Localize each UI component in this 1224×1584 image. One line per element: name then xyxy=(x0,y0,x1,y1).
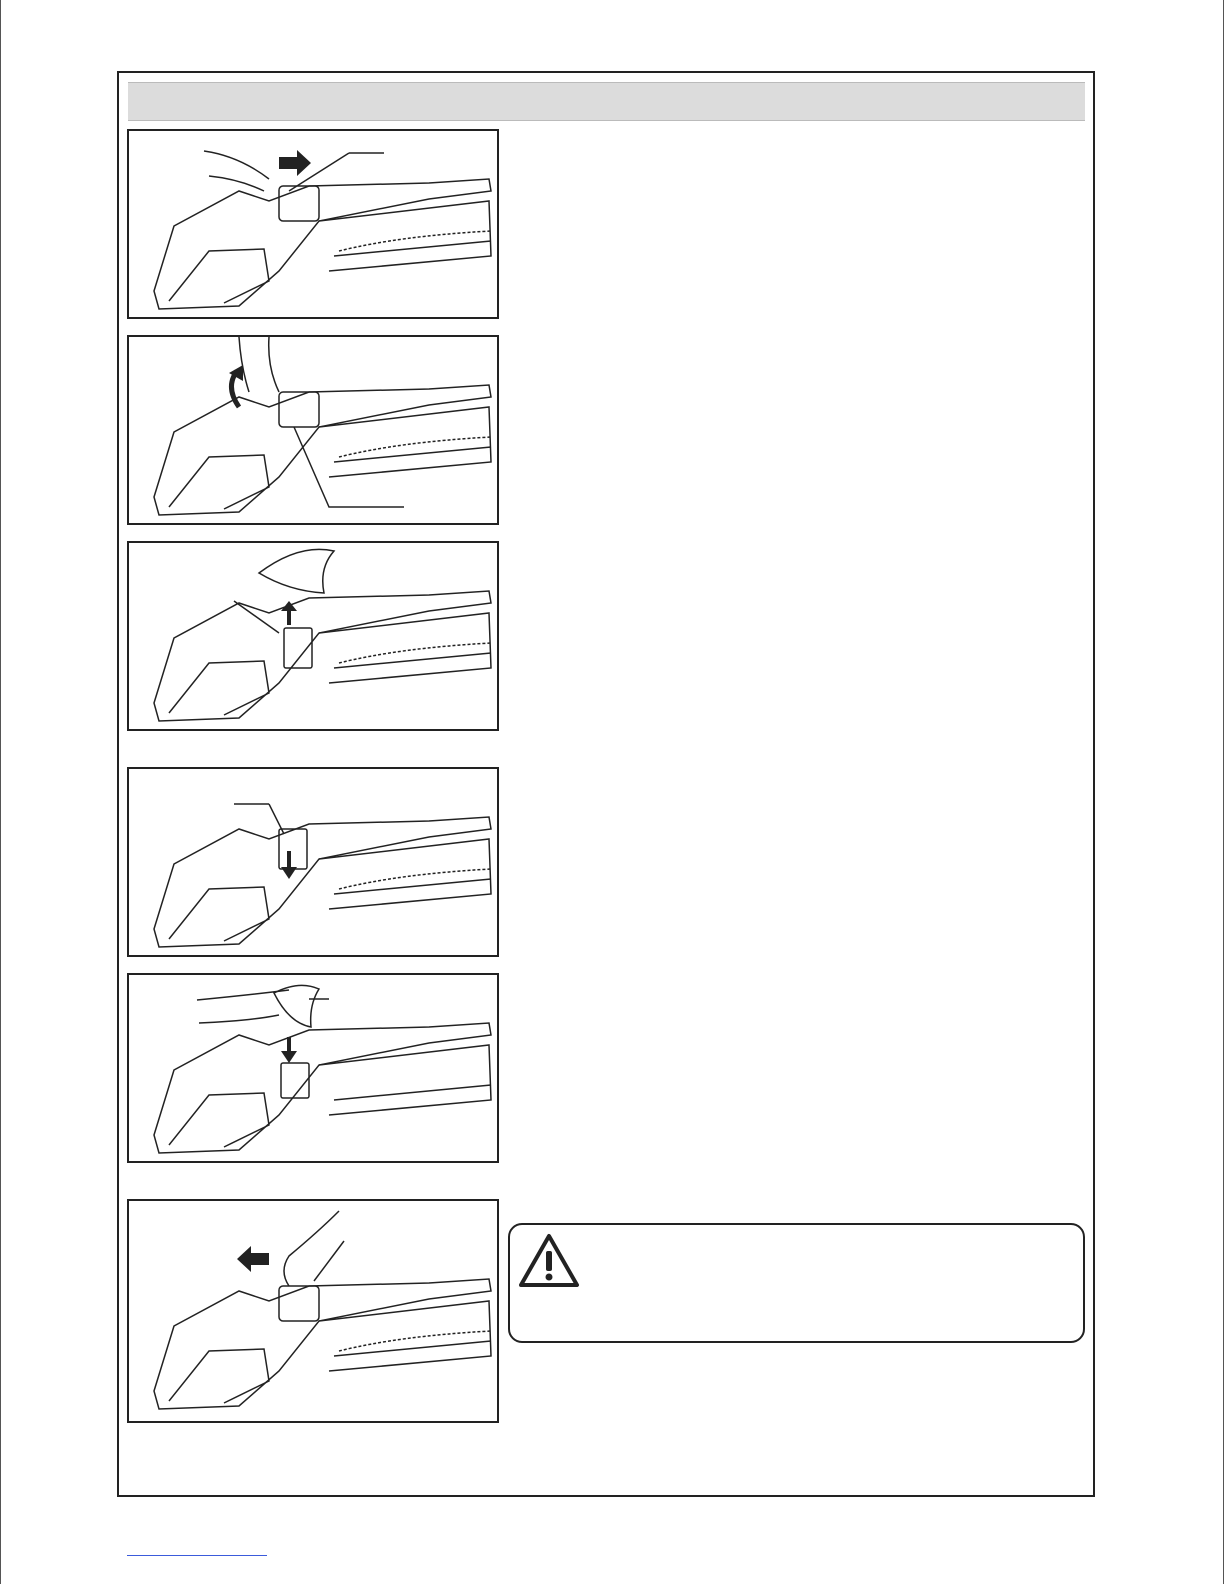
section-header-bar xyxy=(128,82,1085,121)
vacuum-illustration xyxy=(129,543,499,731)
right-arrow-icon xyxy=(279,150,311,176)
vacuum-illustration xyxy=(129,337,499,525)
vacuum-illustration xyxy=(129,769,499,957)
step-illustration-2 xyxy=(127,335,499,525)
down-arrow-icon xyxy=(281,851,297,879)
step-illustration-6 xyxy=(127,1199,499,1423)
step-illustration-1 xyxy=(127,129,499,319)
left-arrow-icon xyxy=(237,1246,269,1272)
vacuum-illustration xyxy=(129,131,499,319)
down-arrow-icon xyxy=(281,1037,297,1063)
warning-box xyxy=(508,1223,1085,1343)
vacuum-illustration xyxy=(129,975,499,1163)
step-illustration-3 xyxy=(127,541,499,731)
up-arrow-icon xyxy=(281,601,297,625)
step-illustration-5 xyxy=(127,973,499,1163)
footer-link-underline[interactable] xyxy=(127,1555,267,1556)
warning-triangle-icon xyxy=(518,1233,580,1289)
vacuum-illustration xyxy=(129,1201,499,1423)
step-illustration-4 xyxy=(127,767,499,957)
